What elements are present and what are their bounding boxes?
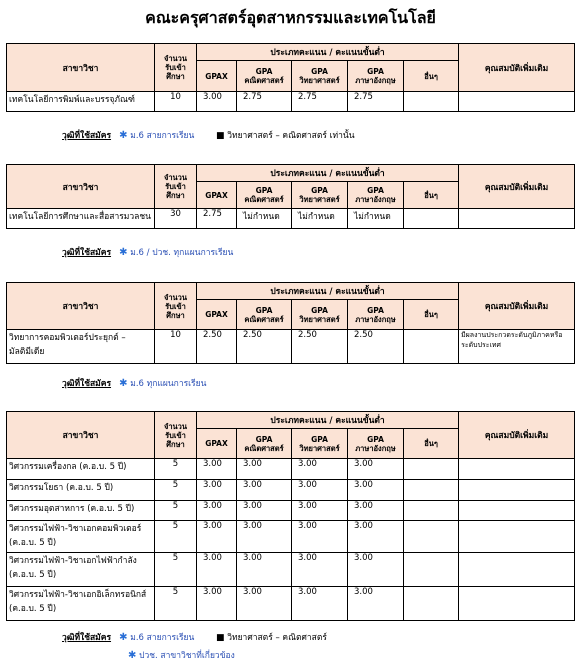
gpa-science-value: 3.00 xyxy=(292,459,348,480)
extra-value xyxy=(459,501,575,521)
extra-value: มีผลงานประกวดระดับภูมิภาคหรือระดับประเทศ xyxy=(459,330,575,364)
header-criteria: ประเภทคะแนน / คะแนนขั้นต่ำ xyxy=(197,412,459,429)
header-major: สาขาวิชา xyxy=(7,44,155,92)
major-name: เทคโนโลยีการพิมพ์และบรรจุภัณฑ์ xyxy=(7,92,155,112)
gpa-math-value: 3.00 xyxy=(237,459,292,480)
header-gpax: GPAX xyxy=(197,182,237,209)
seats-value: 5 xyxy=(155,553,197,587)
requirements-table xyxy=(6,411,575,621)
bullet-icon: ✱ xyxy=(119,632,128,643)
seats-value: 5 xyxy=(155,587,197,621)
gpa-science-value: 3.00 xyxy=(292,521,348,553)
gpax-value: 3.00 xyxy=(197,587,237,621)
gpa-science-value: 3.00 xyxy=(292,480,348,501)
header-gpa-english: GPA ภาษาอังกฤษ xyxy=(348,429,404,459)
apply-item: ม.6 / ปวช. ทุกแผนการเรียน xyxy=(130,248,234,258)
seats-value: 10 xyxy=(155,92,197,112)
requirements-table xyxy=(6,164,575,229)
apply-qualification xyxy=(62,128,355,142)
other-value xyxy=(404,553,459,587)
header-extra: คุณสมบัติเพิ่มเติม xyxy=(459,44,575,92)
gpa-english-value: 3.00 xyxy=(348,501,404,521)
major-name: วิศวกรรมเครื่องกล (ค.อ.บ. 5 ปี) xyxy=(7,459,155,480)
header-gpa-science: GPA วิทยาศาสตร์ xyxy=(292,182,348,209)
other-value xyxy=(404,480,459,501)
other-value xyxy=(404,459,459,480)
header-gpa-science: GPA วิทยาศาสตร์ xyxy=(292,61,348,92)
bullet-icon: ✱ xyxy=(119,378,128,389)
major-name: วิศวกรรมไฟฟ้า-วิชาเอกไฟฟ้ากำลัง (ค.อ.บ. 5 ปี) xyxy=(7,553,155,587)
seats-value: 5 xyxy=(155,459,197,480)
requirements-table xyxy=(6,282,575,364)
gpa-english-value: 2.50 xyxy=(348,330,404,364)
header-gpax: GPAX xyxy=(197,61,237,92)
gpax-value: 3.00 xyxy=(197,480,237,501)
apply-qualification xyxy=(62,245,233,259)
bullet-icon: ✱ xyxy=(128,650,137,661)
other-value xyxy=(404,521,459,553)
header-gpax: GPAX xyxy=(197,429,237,459)
apply-item: วิทยาศาสตร์ – คณิตศาสตร์ เท่านั้น xyxy=(227,131,355,141)
seats-value: 5 xyxy=(155,501,197,521)
major-name: วิทยาการคอมพิวเตอร์ประยุกต์ – มัลติมีเดีย xyxy=(7,330,155,364)
extra-value xyxy=(459,521,575,553)
major-name: วิศวกรรมไฟฟ้า-วิชาเอกอิเล็กทรอนิกส์ (ค.อ.บ. 5 ปี) xyxy=(7,587,155,621)
apply-item: ม.6 สายการเรียน xyxy=(130,633,195,643)
gpa-english-value: 2.75 xyxy=(348,92,404,112)
header-gpax: GPAX xyxy=(197,300,237,330)
other-value xyxy=(404,587,459,621)
gpa-math-value: 2.75 xyxy=(237,92,292,112)
gpa-english-value: 3.00 xyxy=(348,587,404,621)
apply-qualification-extra xyxy=(128,648,235,662)
extra-value xyxy=(459,209,575,229)
gpa-english-value: ไม่กำหนด xyxy=(348,209,404,229)
table-row xyxy=(7,501,575,521)
square-bullet-icon: ■ xyxy=(215,131,225,141)
extra-value xyxy=(459,92,575,112)
gpa-english-value: 3.00 xyxy=(348,553,404,587)
header-gpa-science: GPA วิทยาศาสตร์ xyxy=(292,300,348,330)
header-major: สาขาวิชา xyxy=(7,283,155,330)
gpa-science-value: 3.00 xyxy=(292,501,348,521)
header-gpa-science: GPA วิทยาศาสตร์ xyxy=(292,429,348,459)
table-row xyxy=(7,459,575,480)
header-other: อื่นๆ xyxy=(404,429,459,459)
apply-qualification xyxy=(62,630,327,644)
seats-value: 30 xyxy=(155,209,197,229)
square-bullet-icon: ■ xyxy=(215,633,225,643)
table-row xyxy=(7,553,575,587)
header-other: อื่นๆ xyxy=(404,61,459,92)
gpa-science-value: 3.00 xyxy=(292,553,348,587)
seats-value: 5 xyxy=(155,521,197,553)
header-major: สาขาวิชา xyxy=(7,165,155,209)
gpax-value: 3.00 xyxy=(197,501,237,521)
gpax-value: 2.50 xyxy=(197,330,237,364)
gpa-math-value: 2.50 xyxy=(237,330,292,364)
header-criteria: ประเภทคะแนน / คะแนนขั้นต่ำ xyxy=(197,44,459,61)
table-row xyxy=(7,209,575,229)
gpa-science-value: 2.75 xyxy=(292,92,348,112)
header-criteria: ประเภทคะแนน / คะแนนขั้นต่ำ xyxy=(197,165,459,182)
requirements-table xyxy=(6,43,575,112)
header-gpa-math: GPA คณิตศาสตร์ xyxy=(237,182,292,209)
apply-qualification xyxy=(62,376,206,390)
gpa-english-value: 3.00 xyxy=(348,480,404,501)
header-gpa-math: GPA คณิตศาสตร์ xyxy=(237,300,292,330)
table-row xyxy=(7,330,575,364)
gpax-value: 3.00 xyxy=(197,459,237,480)
header-gpa-math: GPA คณิตศาสตร์ xyxy=(237,429,292,459)
header-seats: จำนวน รับเข้า ศึกษา xyxy=(155,412,197,459)
page-title: คณะครุศาสตร์อุตสาหกรรมและเทคโนโลยี xyxy=(145,8,436,27)
major-name: วิศวกรรมอุตสาหการ (ค.อ.บ. 5 ปี) xyxy=(7,501,155,521)
gpa-math-value: 3.00 xyxy=(237,501,292,521)
apply-label: วุฒิที่ใช้สมัคร xyxy=(62,131,112,141)
gpax-value: 3.00 xyxy=(197,521,237,553)
other-value xyxy=(404,501,459,521)
header-criteria: ประเภทคะแนน / คะแนนขั้นต่ำ xyxy=(197,283,459,300)
gpa-english-value: 3.00 xyxy=(348,459,404,480)
gpa-math-value: 3.00 xyxy=(237,553,292,587)
major-name: เทคโนโลยีการศึกษาและสื่อสารมวลชน xyxy=(7,209,155,229)
seats-value: 10 xyxy=(155,330,197,364)
other-value xyxy=(404,209,459,229)
header-extra: คุณสมบัติเพิ่มเติม xyxy=(459,165,575,209)
major-name: วิศวกรรมโยธา (ค.อ.บ. 5 ปี) xyxy=(7,480,155,501)
extra-value xyxy=(459,459,575,480)
table-row xyxy=(7,521,575,553)
bullet-icon: ✱ xyxy=(119,130,128,141)
header-gpa-english: GPA ภาษาอังกฤษ xyxy=(348,300,404,330)
apply-label: วุฒิที่ใช้สมัคร xyxy=(62,633,112,643)
extra-value xyxy=(459,587,575,621)
other-value xyxy=(404,330,459,364)
gpa-english-value: 3.00 xyxy=(348,521,404,553)
header-extra: คุณสมบัติเพิ่มเติม xyxy=(459,412,575,459)
header-extra: คุณสมบัติเพิ่มเติม xyxy=(459,283,575,330)
table-row xyxy=(7,587,575,621)
apply-item: ม.6 ทุกแผนการเรียน xyxy=(130,379,207,389)
header-seats: จำนวน รับเข้า ศึกษา xyxy=(155,283,197,330)
table-row xyxy=(7,480,575,501)
header-seats: จำนวน รับเข้า ศึกษา xyxy=(155,165,197,209)
header-major: สาขาวิชา xyxy=(7,412,155,459)
extra-value xyxy=(459,480,575,501)
apply-label: วุฒิที่ใช้สมัคร xyxy=(62,379,112,389)
apply-item: ปวช. สาขาวิชาที่เกี่ยวข้อง xyxy=(139,651,235,661)
header-gpa-math: GPA คณิตศาสตร์ xyxy=(237,61,292,92)
header-other: อื่นๆ xyxy=(404,300,459,330)
bullet-icon: ✱ xyxy=(119,247,128,258)
gpa-science-value: 3.00 xyxy=(292,587,348,621)
seats-value: 5 xyxy=(155,480,197,501)
apply-label: วุฒิที่ใช้สมัคร xyxy=(62,248,112,258)
table-row xyxy=(7,92,575,112)
gpax-value: 2.75 xyxy=(197,209,237,229)
other-value xyxy=(404,92,459,112)
apply-item: ม.6 สายการเรียน xyxy=(130,131,195,141)
gpa-math-value: 3.00 xyxy=(237,480,292,501)
gpa-math-value: 3.00 xyxy=(237,521,292,553)
major-name: วิศวกรรมไฟฟ้า-วิชาเอกคอมพิวเตอร์ (ค.อ.บ. 5 ปี) xyxy=(7,521,155,553)
gpax-value: 3.00 xyxy=(197,92,237,112)
header-gpa-english: GPA ภาษาอังกฤษ xyxy=(348,61,404,92)
header-other: อื่นๆ xyxy=(404,182,459,209)
gpa-math-value: 3.00 xyxy=(237,587,292,621)
gpax-value: 3.00 xyxy=(197,553,237,587)
header-seats: จำนวน รับเข้า ศึกษา xyxy=(155,44,197,92)
extra-value xyxy=(459,553,575,587)
gpa-science-value: 2.50 xyxy=(292,330,348,364)
apply-item: วิทยาศาสตร์ – คณิตศาสตร์ xyxy=(227,633,327,643)
gpa-science-value: ไม่กำหนด xyxy=(292,209,348,229)
header-gpa-english: GPA ภาษาอังกฤษ xyxy=(348,182,404,209)
gpa-math-value: ไม่กำหนด xyxy=(237,209,292,229)
